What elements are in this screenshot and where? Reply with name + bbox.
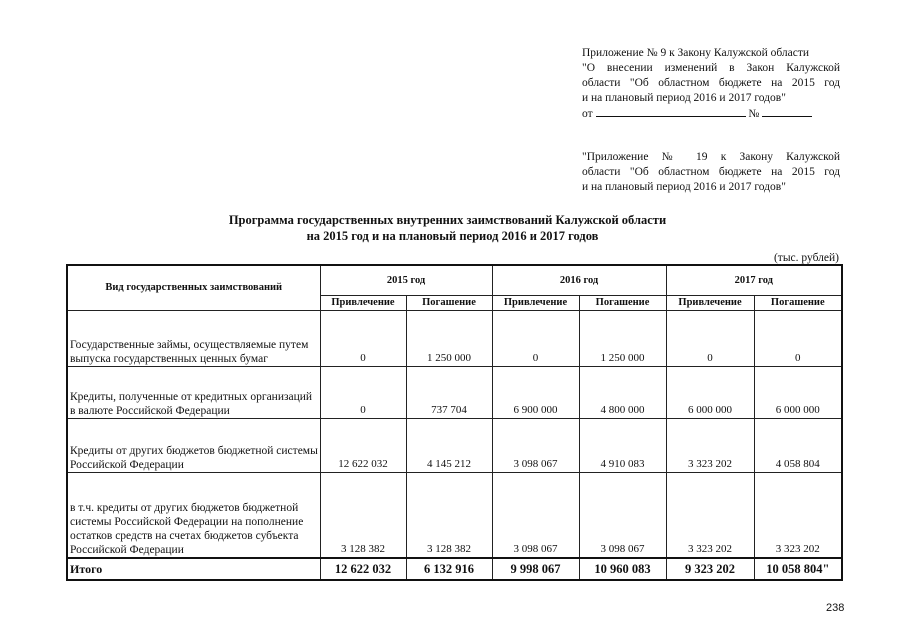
- total-value: 6 132 916: [406, 558, 492, 580]
- cell-value: 3 323 202: [666, 472, 754, 558]
- title-line-2: на 2015 год и на плановый период 2016 и 2017 годов: [306, 229, 599, 243]
- table-row: [67, 472, 842, 558]
- appendix-line: области "Об областном бюджете на 2015 год: [582, 77, 840, 89]
- cell-value: 3 323 202: [754, 472, 842, 558]
- cell-value: 6 900 000: [492, 366, 579, 418]
- total-value: 9 998 067: [492, 558, 579, 580]
- cell-value: 1 250 000: [579, 310, 666, 366]
- units-label: (тыс. рублей): [773, 252, 839, 264]
- total-label: Итого: [67, 558, 320, 580]
- number-label: №: [748, 108, 760, 120]
- cell-value: 6 000 000: [754, 366, 842, 418]
- cell-value: 3 098 067: [492, 472, 579, 558]
- cell-value: 4 800 000: [579, 366, 666, 418]
- appendix-line: и на плановый период 2016 и 2017 годов": [582, 92, 786, 104]
- page-number: 238: [826, 602, 845, 614]
- cell-value: 0: [320, 310, 406, 366]
- document-title: [0, 212, 905, 244]
- cell-value: 4 910 083: [579, 418, 666, 472]
- cell-value: 3 098 067: [492, 418, 579, 472]
- from-label: от: [582, 108, 593, 120]
- cell-value: 4 145 212: [406, 418, 492, 472]
- date-blank: [596, 106, 746, 117]
- cell-value: 12 622 032: [320, 418, 406, 472]
- cell-value: 3 128 382: [406, 472, 492, 558]
- row-name: в т.ч. кредиты от других бюджетов бюджетной системы Российской Федерации на пополнение остатков средств на счетах бюджетов субъекта Российской Федерации: [67, 472, 320, 558]
- col-header-type: Вид государственных заимствований: [67, 265, 320, 310]
- cell-value: 1 250 000: [406, 310, 492, 366]
- borrowing-table: [66, 264, 843, 581]
- appendix-line: "О внесении изменений в Закон Калужской: [582, 62, 840, 74]
- year-header-2017: 2017 год: [666, 265, 842, 295]
- sub-header-borrowing: Привлечение: [666, 295, 754, 310]
- row-name: Государственные займы, осуществляемые путем выпуска государственных ценных бумаг: [67, 310, 320, 366]
- cell-value: 6 000 000: [666, 366, 754, 418]
- row-name: Кредиты, полученные от кредитных организаций в валюте Российской Федерации: [67, 366, 320, 418]
- sub-header-borrowing: Привлечение: [492, 295, 579, 310]
- cell-value: 0: [754, 310, 842, 366]
- total-value: 12 622 032: [320, 558, 406, 580]
- sub-header-repayment: Погашение: [579, 295, 666, 310]
- appendix-line: области "Об областном бюджете на 2015 год: [582, 166, 840, 178]
- year-header-2016: 2016 год: [492, 265, 666, 295]
- cell-value: 0: [320, 366, 406, 418]
- cell-value: 3 098 067: [579, 472, 666, 558]
- cell-value: 3 128 382: [320, 472, 406, 558]
- appendix-line: Приложение № 9 к Закону Калужской области: [582, 47, 810, 59]
- cell-value: 3 323 202: [666, 418, 754, 472]
- table-row: [67, 418, 842, 472]
- cell-value: 0: [492, 310, 579, 366]
- sub-header-repayment: Погашение: [406, 295, 492, 310]
- total-row: [67, 558, 842, 580]
- appendix-line: "Приложение № 19 к Закону Калужской: [582, 151, 840, 163]
- cell-value: 4 058 804: [754, 418, 842, 472]
- total-value: 10 960 083: [579, 558, 666, 580]
- appendix-line: и на плановый период 2016 и 2017 годов": [582, 181, 786, 193]
- cell-value: 0: [666, 310, 754, 366]
- table-row: [67, 366, 842, 418]
- appendix-header: [582, 46, 840, 122]
- year-header-2015: 2015 год: [320, 265, 492, 295]
- total-value: 9 323 202: [666, 558, 754, 580]
- title-line-1: Программа государственных внутренних заимствований Калужской области: [228, 213, 667, 227]
- year-header-row: [67, 265, 842, 295]
- sub-header-borrowing: Привлечение: [320, 295, 406, 310]
- cell-value: 737 704: [406, 366, 492, 418]
- appendix-header-original: [582, 150, 840, 195]
- appendix-date-line: [582, 106, 840, 122]
- sub-header-repayment: Погашение: [754, 295, 842, 310]
- row-name: Кредиты от других бюджетов бюджетной системы Российской Федерации: [67, 418, 320, 472]
- total-value: 10 058 804": [754, 558, 842, 580]
- table-row: [67, 310, 842, 366]
- number-blank: [762, 106, 812, 117]
